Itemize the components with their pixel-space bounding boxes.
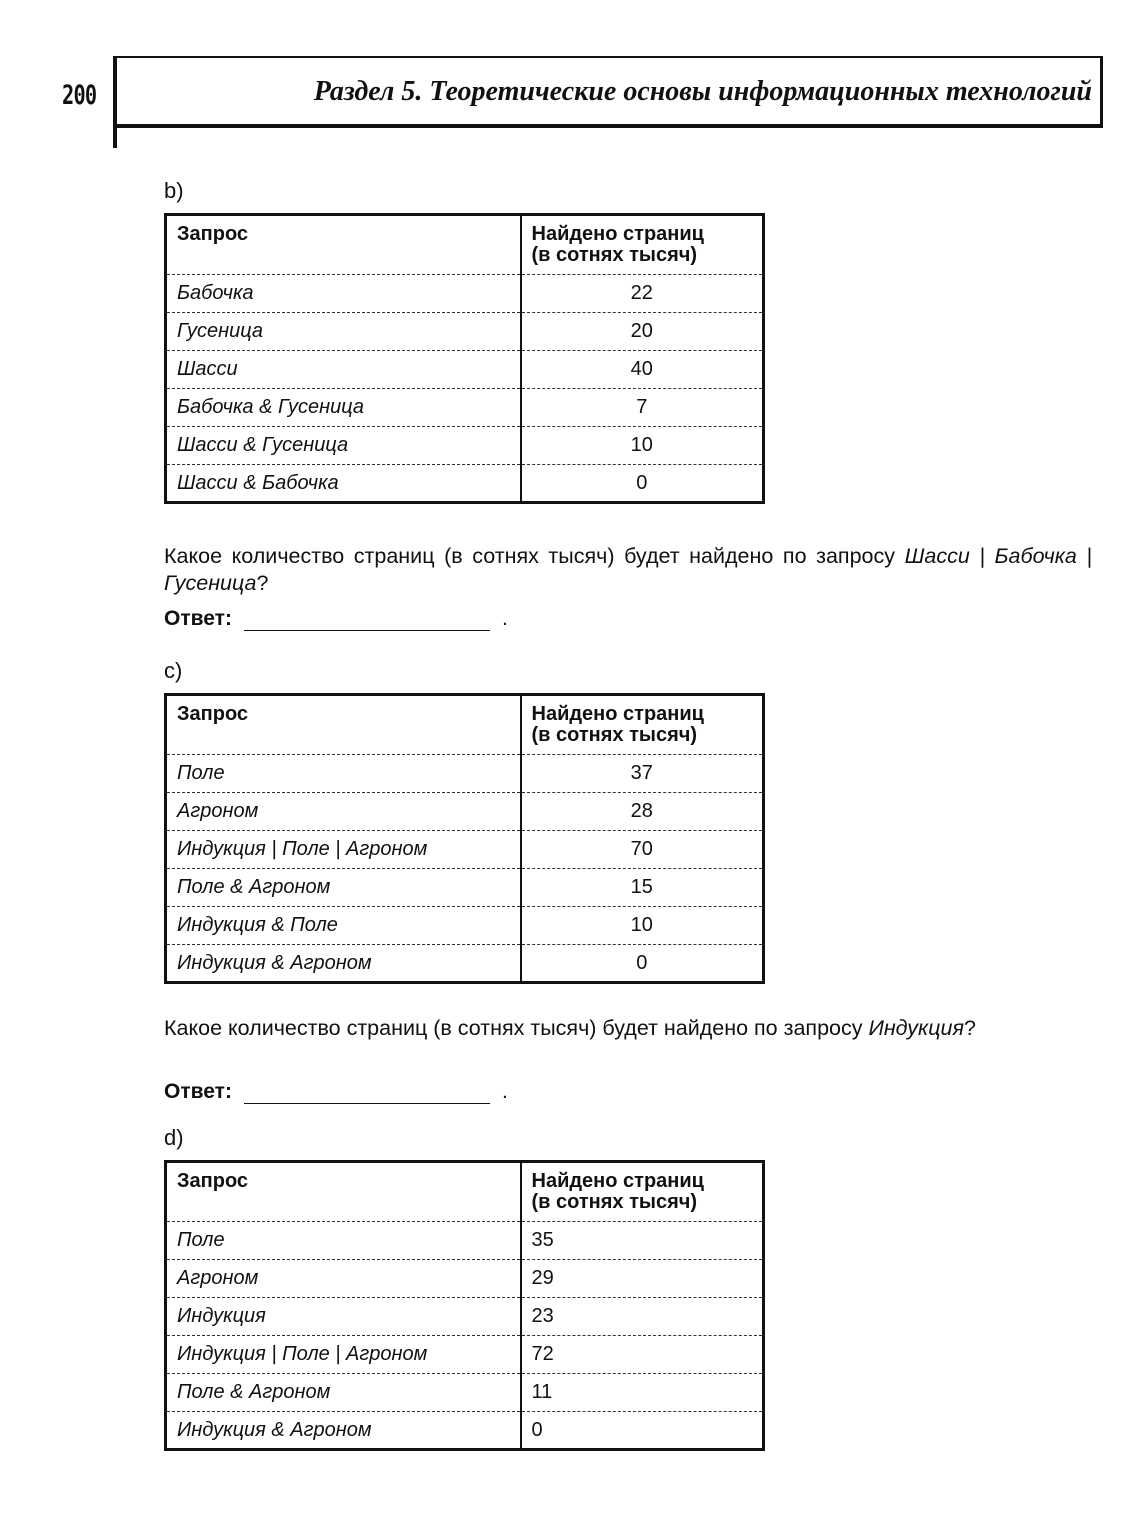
table-row [166, 1222, 764, 1260]
header-rule [113, 126, 117, 148]
table-row [166, 1374, 764, 1412]
pages-cell: 35 [521, 1222, 764, 1260]
chapter-title: Раздел 5. Теоретические основы информационных технологий [313, 76, 1092, 107]
pages-cell: 11 [521, 1374, 764, 1412]
table-row [166, 945, 764, 983]
query-cell: Шасси & Гусеница [166, 427, 521, 465]
table-row [166, 1412, 764, 1450]
table-header-row [166, 1162, 764, 1222]
answer-c [164, 1080, 508, 1104]
pages-cell: 40 [521, 351, 764, 389]
pages-cell: 23 [521, 1298, 764, 1336]
answer-label: Ответ: [164, 1080, 232, 1103]
table-row [166, 1336, 764, 1374]
pages-cell: 72 [521, 1336, 764, 1374]
pages-cell: 15 [521, 869, 764, 907]
chapter-header [113, 56, 1103, 128]
question-text: Какое количество страниц (в сотнях тысяч) будет найдено по запросу [164, 1016, 869, 1040]
query-cell: Поле [166, 755, 521, 793]
table-row [166, 793, 764, 831]
table-header-row [166, 215, 764, 275]
query-cell: Индукция & Агроном [166, 1412, 521, 1450]
table-row [166, 275, 764, 313]
answer-blank[interactable] [244, 1083, 490, 1104]
question-query: Индукция [868, 1016, 964, 1040]
section-label-b: b) [164, 178, 184, 203]
query-cell: Индукция & Поле [166, 907, 521, 945]
table-row [166, 351, 764, 389]
answer-label: Ответ: [164, 607, 232, 630]
column-header-pages: Найдено страниц (в сотнях тысяч) [521, 1162, 764, 1222]
table-row [166, 907, 764, 945]
pages-cell: 0 [521, 945, 764, 983]
table-header-row [166, 695, 764, 755]
query-cell: Индукция | Поле | Агроном [166, 831, 521, 869]
query-table-d [164, 1160, 765, 1451]
pages-cell: 20 [521, 313, 764, 351]
pages-cell: 22 [521, 275, 764, 313]
query-cell: Агроном [166, 793, 521, 831]
table-row [166, 1260, 764, 1298]
table-row [166, 389, 764, 427]
table-row [166, 869, 764, 907]
query-table-c [164, 693, 765, 984]
question-end: ? [963, 1016, 976, 1040]
query-table-b [164, 213, 765, 504]
pages-cell: 10 [521, 907, 764, 945]
query-cell: Индукция | Поле | Агроном [166, 1336, 521, 1374]
page-number: 200 [62, 80, 97, 111]
table-row [166, 427, 764, 465]
answer-blank[interactable] [244, 610, 490, 631]
table-row [166, 755, 764, 793]
query-cell: Поле [166, 1222, 521, 1260]
query-cell: Бабочка & Гусеница [166, 389, 521, 427]
question-text: Какое количество страниц (в сотнях тысяч) будет найдено по запросу [164, 544, 905, 568]
column-header-query: Запрос [166, 215, 521, 275]
table-row [166, 831, 764, 869]
pages-cell: 70 [521, 831, 764, 869]
query-cell: Гусеница [166, 313, 521, 351]
pages-cell: 10 [521, 427, 764, 465]
column-header-query: Запрос [166, 695, 521, 755]
query-cell: Индукция & Агроном [166, 945, 521, 983]
table-row [166, 465, 764, 503]
query-cell: Шасси [166, 351, 521, 389]
table-row [166, 1298, 764, 1336]
pages-cell: 7 [521, 389, 764, 427]
pages-cell: 0 [521, 465, 764, 503]
query-cell: Индукция [166, 1298, 521, 1336]
query-cell: Поле & Агроном [166, 1374, 521, 1412]
column-header-pages: Найдено страниц (в сотнях тысяч) [521, 215, 764, 275]
answer-period: . [501, 607, 508, 630]
question-query: Шасси | Бабочка | Гусеница [164, 544, 1092, 595]
answer-b [164, 607, 508, 631]
pages-cell: 0 [521, 1412, 764, 1450]
section-label-c: c) [164, 658, 183, 683]
query-cell: Агроном [166, 1260, 521, 1298]
question-c [164, 1015, 1092, 1042]
question-end: ? [256, 571, 269, 595]
query-cell: Бабочка [166, 275, 521, 313]
pages-cell: 29 [521, 1260, 764, 1298]
answer-period: . [501, 1080, 508, 1103]
query-cell: Поле & Агроном [166, 869, 521, 907]
pages-cell: 28 [521, 793, 764, 831]
column-header-pages: Найдено страниц (в сотнях тысяч) [521, 695, 764, 755]
section-label-d: d) [164, 1125, 184, 1150]
column-header-query: Запрос [166, 1162, 521, 1222]
table-row [166, 313, 764, 351]
query-cell: Шасси & Бабочка [166, 465, 521, 503]
pages-cell: 37 [521, 755, 764, 793]
question-b [164, 543, 1092, 597]
